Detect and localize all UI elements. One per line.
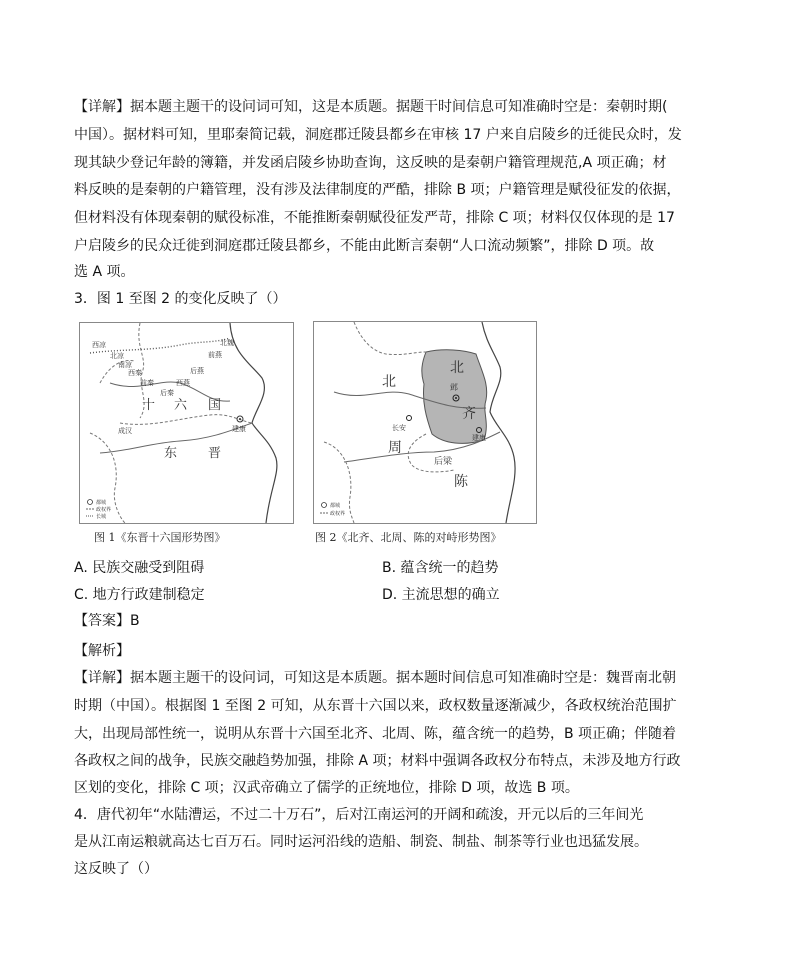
map-label: 齐 — [462, 406, 476, 422]
map-label: 西秦 — [128, 369, 142, 377]
map-label: 十 — [142, 398, 156, 413]
option-c: C. 地方行政建制稳定 — [74, 587, 205, 603]
option-d: D. 主流思想的确立 — [382, 587, 500, 603]
map-1-caption: 图 1《东晋十六国形势图》 — [94, 531, 226, 544]
map-label: 成汉 — [118, 427, 132, 435]
text-line: 【详解】据本题主题干的设问词可知，这是本质题。据题干时间信息可知准确时空是：秦朝时期( — [74, 99, 668, 115]
option-b: B. 蕴含统一的趋势 — [382, 560, 499, 576]
map-label: 西燕 — [176, 379, 190, 387]
map-label: 周 — [388, 440, 402, 456]
map-label: 建康 — [232, 425, 246, 433]
map-1-eastern-jin — [79, 322, 294, 524]
text-line: 时期（中国）。根据图 1 至图 2 可知，从东晋十六国以来，政权数量逐渐减少，各政权统治范围扩 — [74, 698, 677, 714]
text-line: 但材料没有体现秦朝的赋役标准，不能推断秦朝赋役征发严苛，排除 C 项；材料仅仅体现的是 17 — [74, 210, 675, 226]
map-label: 北 — [382, 374, 396, 390]
map-label: 陈 — [454, 474, 468, 490]
text-line: 这反映了（） — [74, 861, 158, 877]
map-label: 国 — [208, 398, 222, 413]
map-label: 东 — [164, 446, 178, 461]
text-line: 区划的变化，排除 C 项；汉武帝确立了儒学的正统地位，排除 D 项，故选 B 项。 — [74, 780, 579, 796]
option-a: A. 民族交融受到阻碍 — [74, 560, 205, 576]
text-line: 各政权之间的战争，民族交融趋势加强，排除 A 项；材料中强调各政权分布特点，未涉及地方行政 — [74, 753, 681, 769]
map-label: 北 — [450, 360, 464, 376]
svg-text:长城: 长城 — [96, 514, 107, 520]
svg-text:都城: 都城 — [96, 500, 107, 506]
map-legend — [320, 502, 345, 517]
map-1-svg — [80, 323, 293, 523]
map-label: 后梁 — [434, 457, 453, 467]
svg-text:政权界: 政权界 — [330, 511, 346, 517]
map-label: 前燕 — [208, 351, 222, 359]
svg-text:都城: 都城 — [330, 503, 341, 509]
map-label: 后燕 — [190, 367, 204, 375]
text-line: 4．唐代初年“水陆漕运，不过二十万石”，后对江南运河的开阔和疏浚，开元以后的三年间光 — [74, 807, 644, 823]
map-label: 晋 — [208, 446, 222, 461]
svg-text:政权界: 政权界 — [96, 507, 112, 513]
map-label: 北魏 — [220, 339, 234, 347]
text-line: 大，出现局部性统一，说明从东晋十六国至北齐、北周、陈，蕴含统一的趋势，B 项正确；伴随着 — [74, 726, 677, 742]
text-line: 选 A 项。 — [74, 264, 135, 280]
text-line: 是从江南运粮就高达七百万石。同时运河沿线的造船、制瓷、制盐、制茶等行业也迅猛发展。 — [74, 834, 648, 850]
map-label: 西凉 — [92, 341, 106, 349]
map-label: 建康 — [472, 434, 486, 442]
map-2-caption: 图 2《北齐、北周、陈的对峙形势图》 — [315, 531, 502, 544]
text-line: 【详解】据本题主题干的设问词，可知这是本质题。据本题时间信息可知准确时空是：魏晋南北朝 — [74, 670, 676, 686]
map-legend — [86, 499, 111, 520]
analysis-title: 【解析】 — [74, 643, 130, 659]
map-label: 后秦 — [160, 389, 174, 397]
map-label: 前秦 — [140, 379, 154, 387]
map-label: 六 — [174, 398, 188, 413]
map-label: 邺 — [450, 383, 458, 392]
map-2-svg — [314, 322, 536, 523]
question-3-stem: 3．图 1 至图 2 的变化反映了（） — [74, 291, 287, 307]
map-label: 南凉 — [118, 361, 132, 369]
map-label: 北凉 — [110, 352, 124, 360]
map-label: 长安 — [392, 424, 406, 432]
answer: 【答案】B — [74, 613, 140, 629]
text-line: 料反映的是秦朝的户籍管理，没有涉及法律制度的严酷，排除 B 项；户籍管理是赋役征发的依据， — [74, 182, 681, 198]
map-2-northern-qi-zhou-chen — [313, 321, 537, 524]
text-line: 现其缺少登记年龄的簿籍，并发函启陵乡协助查询，这反映的是秦朝户籍管理规范,A 项正确；材 — [74, 155, 667, 171]
text-line: 户启陵乡的民众迁徙到洞庭郡迁陵县都乡，不能由此断言秦朝“人口流动频繁”，排除 D 项。故 — [74, 238, 655, 254]
text-line: 中国）。据材料可知，里耶秦简记载，洞庭郡迁陵县都乡在审核 17 户来自启陵乡的迁徙民众时，发 — [74, 127, 682, 143]
